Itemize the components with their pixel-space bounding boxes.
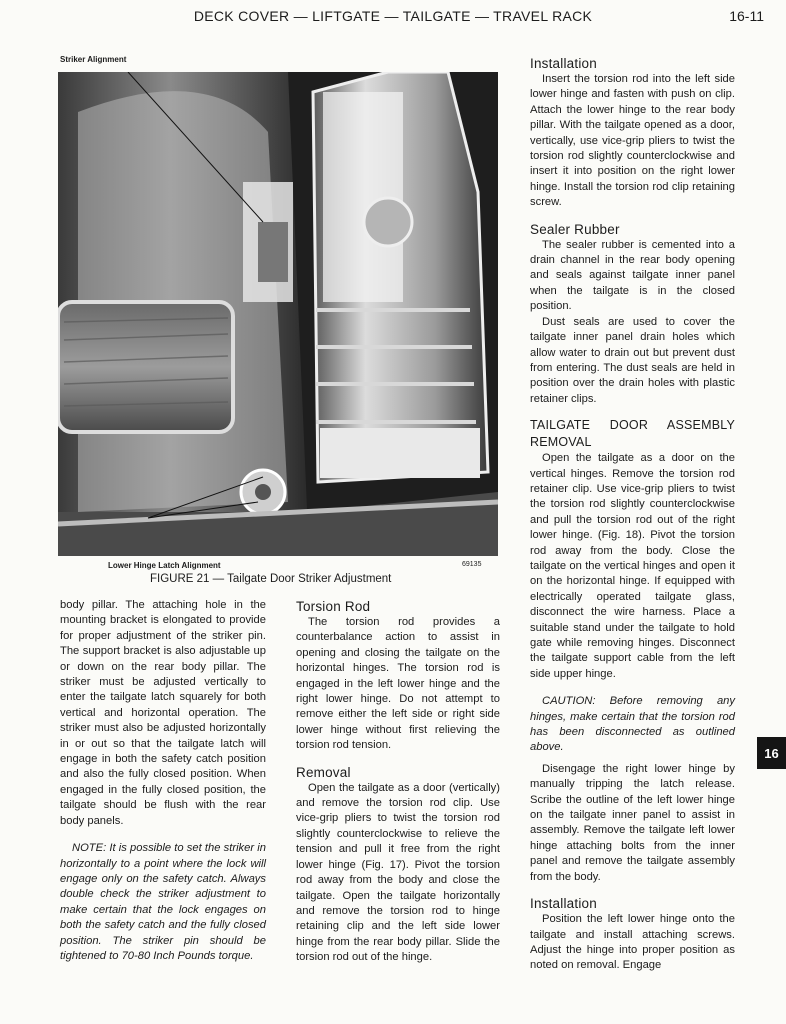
- heading-sealer-rubber: Sealer Rubber: [530, 221, 620, 237]
- figure-callout-striker: Striker Alignment: [60, 55, 127, 64]
- paragraph: Dust seals are used to cover the tailgate inner panel drain holes which allow water to drain out but prevent dust from entering. The dust seals are held in position over the drain holes with plastic retainer clips.: [530, 315, 735, 405]
- paragraph: The sealer rubber is cemented into a drain channel in the rear body opening and seals against tailgate inner panel when the tailgate is in the closed position.: [530, 238, 735, 313]
- tailgate-photo-illustration: [58, 72, 498, 556]
- caution: CAUTION: Before removing any hinges, make certain that the torsion rod has been disconnected as outlined above.: [530, 695, 735, 754]
- heading-tailgate-removal: TAILGATE DOOR ASSEMBLY REMOVAL: [530, 418, 735, 450]
- middle-column: [296, 598, 500, 966]
- left-column: [60, 598, 266, 964]
- heading-removal: Removal: [296, 764, 351, 780]
- section-tab: 16: [757, 737, 786, 769]
- paragraph: Open the tailgate as a door on the vertical hinges. Remove the torsion rod retainer clip. Use vice-grip pliers to twist the torsion rod slightly counterclockwise and pull the torsion rod out of the right lower hinge. (Fig. 18). Pivot the torsion rod away from the body. Close the tailgate on the vertical hinges and open it on the horizontal hinge. If equipped with electrically operated tailgate glass, disconnect the wire harness. Place a suitable stand under the tailgate to hold gate while removing hinges. Disconnect the tailgate support cable from the left side upper hinge.: [530, 452, 735, 680]
- paragraph: Disengage the right lower hinge by manually tripping the latch release. Scribe the outline of the left lower hinge on the tailgate inner panel to assist in assembly. Remove the tailgate left lower hinge attaching bolts from the inner panel and remove the tailgate assembly from the body.: [530, 762, 735, 883]
- heading-torsion-rod: Torsion Rod: [296, 599, 371, 614]
- figure-photo: [58, 72, 498, 556]
- paragraph: Open the tailgate as a door (vertically) and remove the torsion rod clip. Use vice-grip pliers to twist the torsion rod slightly counterclockwise to relieve the tension and pull it free from the right lower hinge (Fig. 17). Pivot the torsion rod away from the body and close the tailgate. Open the tailgate horizontally and remove the torsion rod to hinge retaining clip and the left side lower hinge from the rear body pillar. Slide the torsion rod out of the hinge.: [296, 781, 500, 964]
- running-title: DECK COVER — LIFTGATE — TAILGATE — TRAVEL RACK: [193, 8, 593, 24]
- paragraph: The torsion rod provides a counterbalance action to assist in opening and closing the tailgate on the horizontal hinges. The torsion rod is engaged in the left lower hinge and the right lower hinge. Do not attempt to remove either the left side or right side lower hinge without first relieving the torsion rod tension.: [296, 616, 500, 752]
- page-number: 16-11: [729, 8, 764, 24]
- figure-number: 69135: [462, 561, 482, 568]
- figure-callout-lower-hinge: Lower Hinge Latch Alignment: [108, 561, 221, 570]
- paragraph: Insert the torsion rod into the left side lower hinge and fasten with push on clip. Attach the lower hinge to the rear body pillar. With the tailgate opened as a door, vertically, use vice-grip pliers to twist the torsion rod slightly counterclockwise and insert it into position on the right lower hinge. Install the torsion rod clip retaining screw.: [530, 73, 735, 209]
- note: NOTE: It is possible to set the striker in horizontally to a point where the lock will engage only on the safety catch. Always double check the striker adjustment to make certain that the lock engages on both the safety catch and the fully closed position. The striker pin should be tightened to 70-80 Inch Pounds torque.: [60, 842, 266, 962]
- paragraph: body pillar. The attaching hole in the mounting bracket is elongated to provide for proper adjustment of the striker pin. The support bracket is also adjustable up or down on the rear body pillar. The striker must be adjusted vertically to enter the tailgate latch squarely for both vertical and horizontal operation. The striker must also be adjusted horizontally in or out so that the tailgate latch will engage in both the safety catch position and also the fully closed position. When engaged in the fully closed position, the tailgate should be flush with the rear body panels.: [60, 599, 266, 827]
- right-column: [530, 55, 735, 974]
- figure-caption: FIGURE 21 — Tailgate Door Striker Adjustment: [150, 573, 392, 585]
- paragraph: Position the left lower hinge onto the tailgate and install attaching screws. Adjust the hinge into proper position as noted on removal. Engage: [530, 913, 735, 972]
- page-header: [0, 8, 786, 28]
- heading-installation-2: Installation: [530, 896, 597, 912]
- heading-installation: Installation: [530, 56, 597, 71]
